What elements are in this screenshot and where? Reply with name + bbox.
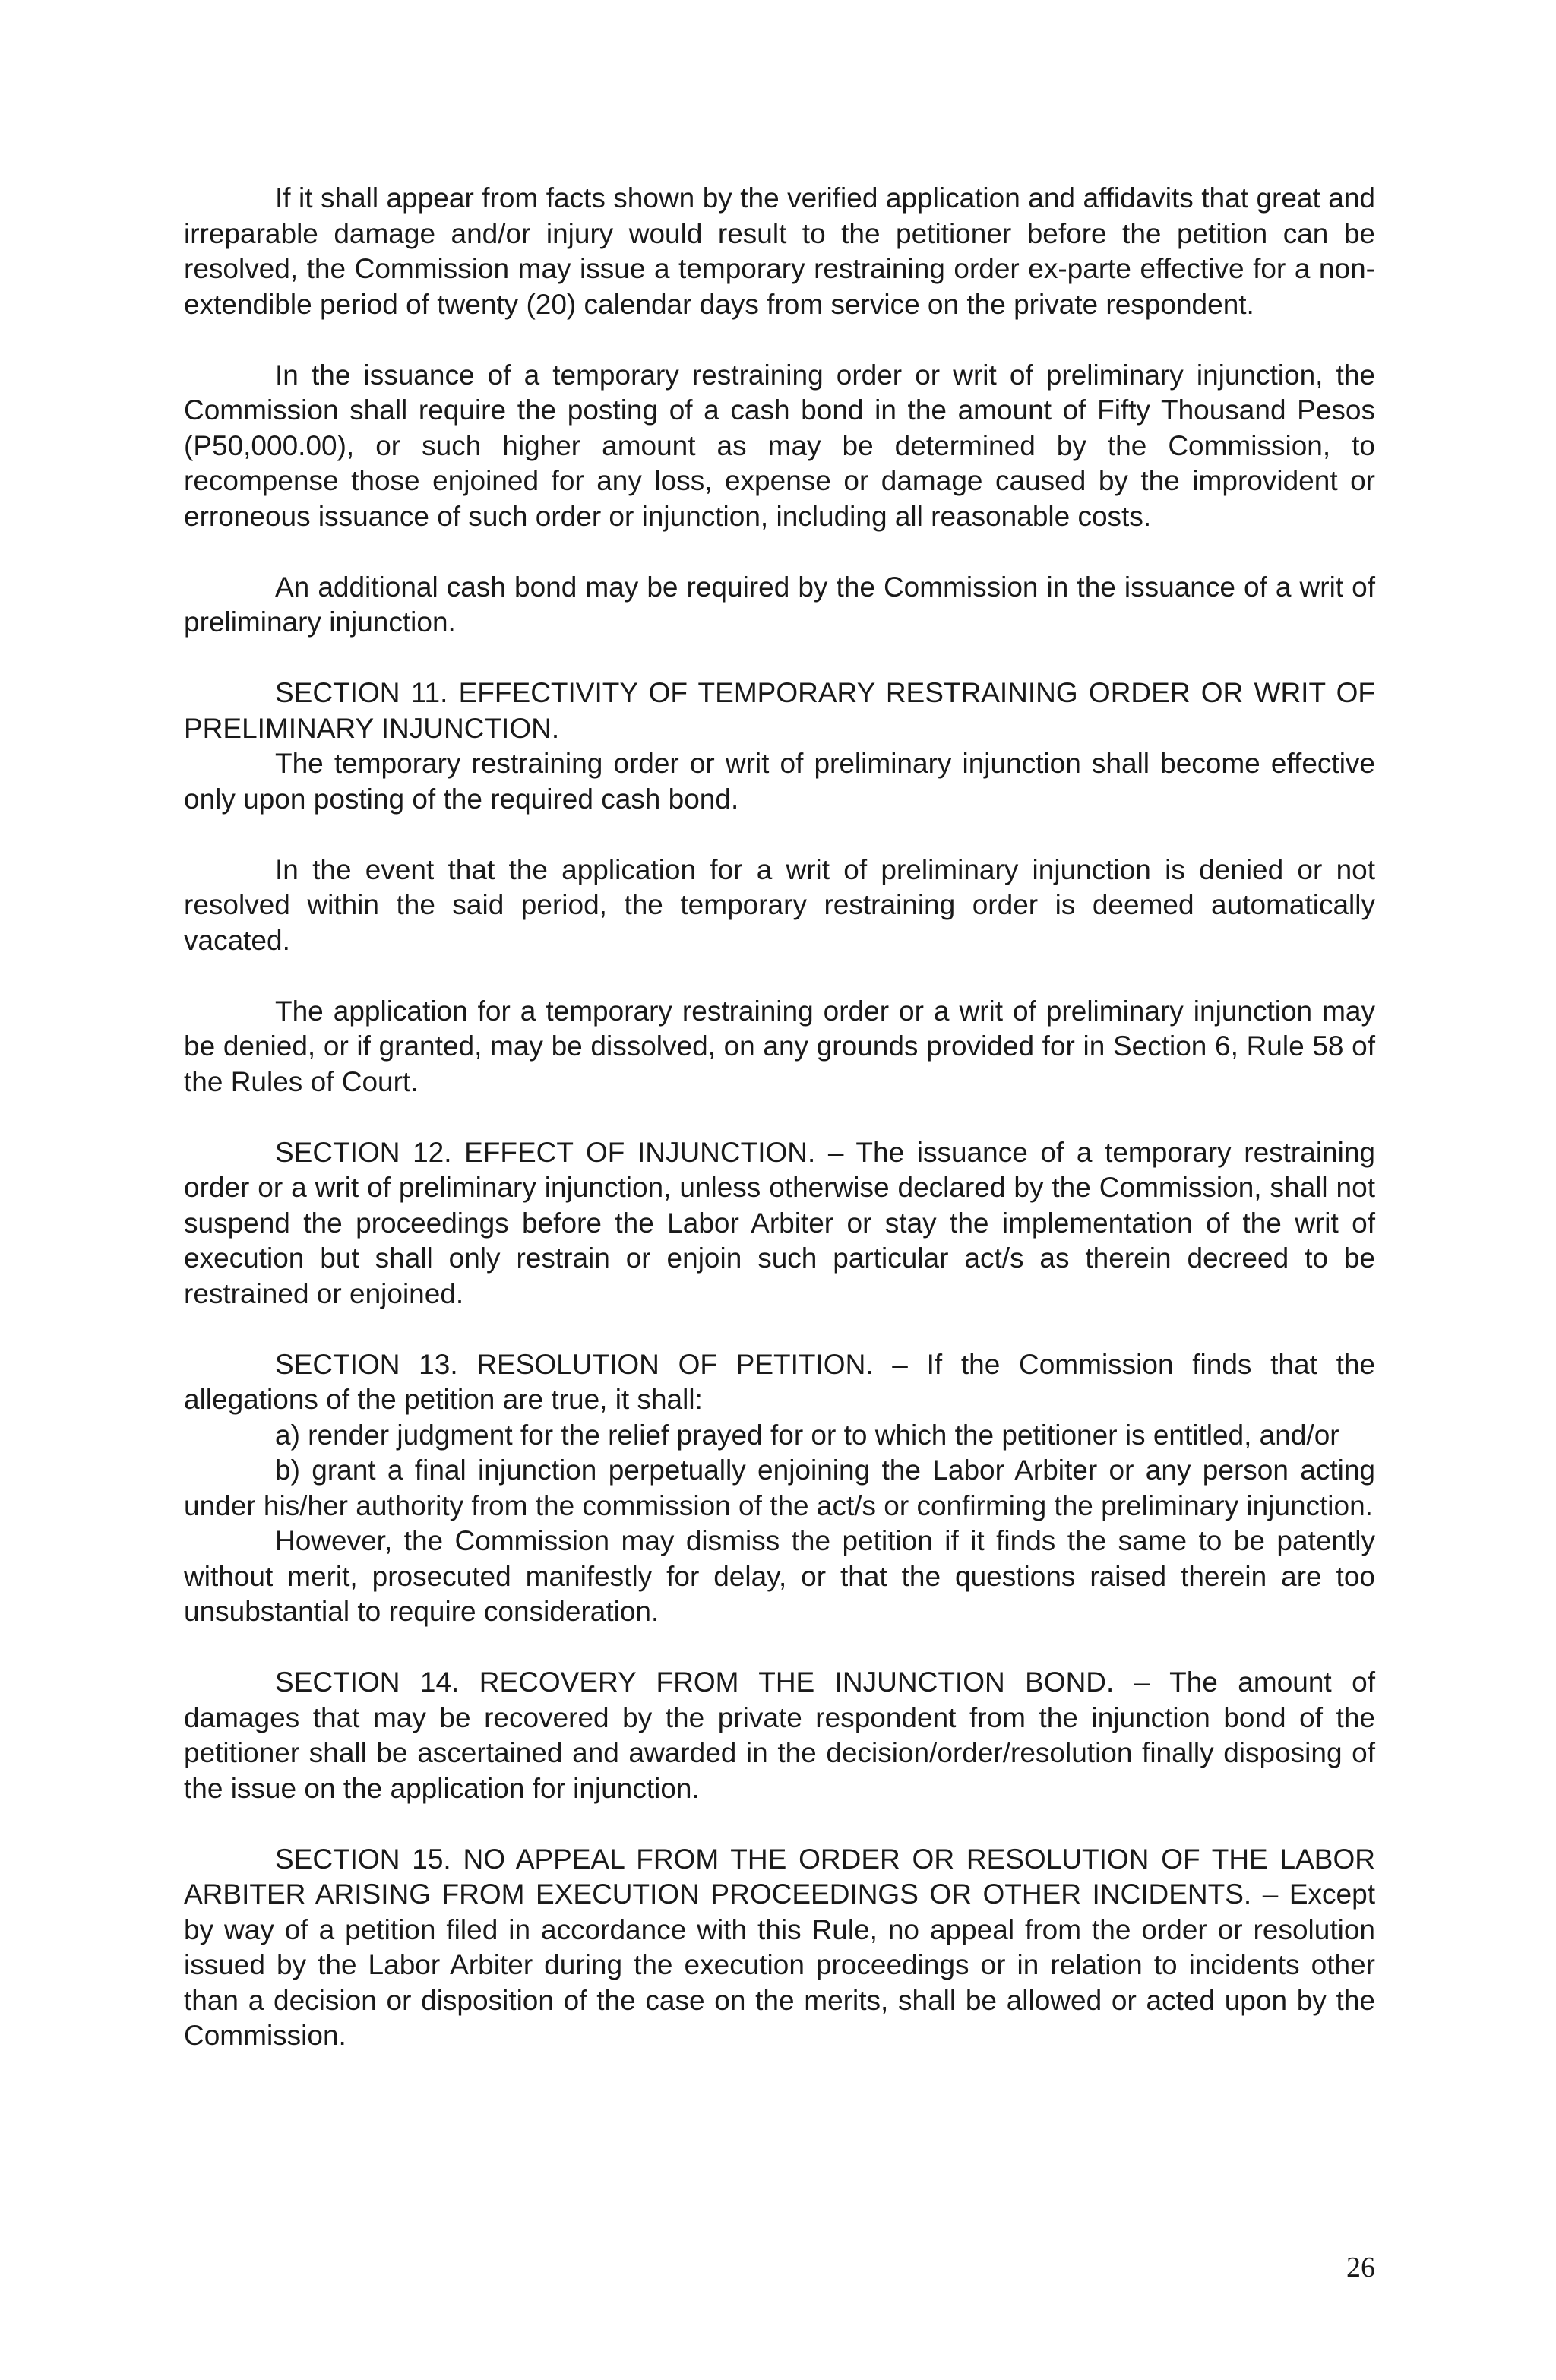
section-15: SECTION 15. NO APPEAL FROM THE ORDER OR RESOLUTION OF THE LABOR ARBITER ARISING FROM EXECUTION PROCEEDINGS OR OTHER INCIDENTS. – Except by way of a petition filed in accordance with this Rule, no appeal from the order or resolution issued by the Labor Arbiter during the execution proceedings or in relation to incidents other than a decision or disposition of the case on the merits, shall be allowed or acted upon by the Commission. <box>184 1843 1375 2051</box>
paragraph-tro-ex-parte: If it shall appear from facts shown by the verified application and affidavits that great and irreparable damage and/or injury would result to the petitioner before the petition can be resolved, the Commission may issue a temporary restraining order ex-parte effective for a non-extendible period of twenty (20) calendar days from service on the private respondent. <box>184 182 1375 320</box>
section-14: SECTION 14. RECOVERY FROM THE INJUNCTION BOND. – The amount of damages that may be recovered by the private respondent from the injunction bond of the petitioner shall be ascertained and awarded in the decision/order/resolution finally disposing of the issue on the application for injunction. <box>184 1666 1375 1804</box>
page-number: 26 <box>1346 2252 1375 2283</box>
paragraph-cash-bond: In the issuance of a temporary restraining order or writ of preliminary injunction, the Commission shall require the posting of a cash bond in the amount of Fifty Thousand Pesos (P50,000.00), or such higher amount as may be determined by the Commission, to recompense those enjoined for any loss, expense or damage caused by the improvident or erroneous issuance of such order or injunction, including all reasonable costs. <box>184 359 1375 532</box>
section-11-body: The temporary restraining order or writ of preliminary injunction shall become effective only upon posting of the required cash bond. <box>184 748 1375 815</box>
paragraph-additional-bond: An additional cash bond may be required by the Commission in the issuance of a writ of preliminary injunction. <box>184 571 1375 638</box>
section-13-intro: SECTION 13. RESOLUTION OF PETITION. – If the Commission finds that the allegations of the petition are true, it shall: <box>184 1348 1375 1415</box>
document-page <box>184 181 1375 2089</box>
section-13-item-a: a) render judgment for the relief prayed for or to which the petitioner is entitled, and/or <box>275 1419 1339 1451</box>
paragraph-tro-vacated: In the event that the application for a writ of preliminary injunction is denied or not resolved within the said period, the temporary restraining order is deemed automatically vacated. <box>184 853 1375 956</box>
paragraph-denial-dissolution: The application for a temporary restraining order or a writ of preliminary injunction may be denied, or if granted, may be dissolved, on any grounds provided for in Section 6, Rule 58 of the Rules of Court. <box>184 995 1375 1097</box>
section-12: SECTION 12. EFFECT OF INJUNCTION. – The issuance of a temporary restraining order or a writ of preliminary injunction, unless otherwise declared by the Commission, shall not suspend the proceedings before the Labor Arbiter or stay the implementation of the writ of execution but shall only restrain or enjoin such particular act/s as therein decreed to be restrained or enjoined. <box>184 1136 1375 1309</box>
section-13-item-b: b) grant a final injunction perpetually enjoining the Labor Arbiter or any person acting under his/her authority from the commission of the act/s or confirming the preliminary injunction. <box>184 1454 1375 1521</box>
section-11-heading: SECTION 11. EFFECTIVITY OF TEMPORARY RESTRAINING ORDER OR WRIT OF PRELIMINARY INJUNCTION. <box>184 677 1375 744</box>
section-13-dismissal: However, the Commission may dismiss the petition if it finds the same to be patently without merit, prosecuted manifestly for delay, or that the questions raised therein are too unsubstantial to require consideration. <box>184 1525 1375 1627</box>
